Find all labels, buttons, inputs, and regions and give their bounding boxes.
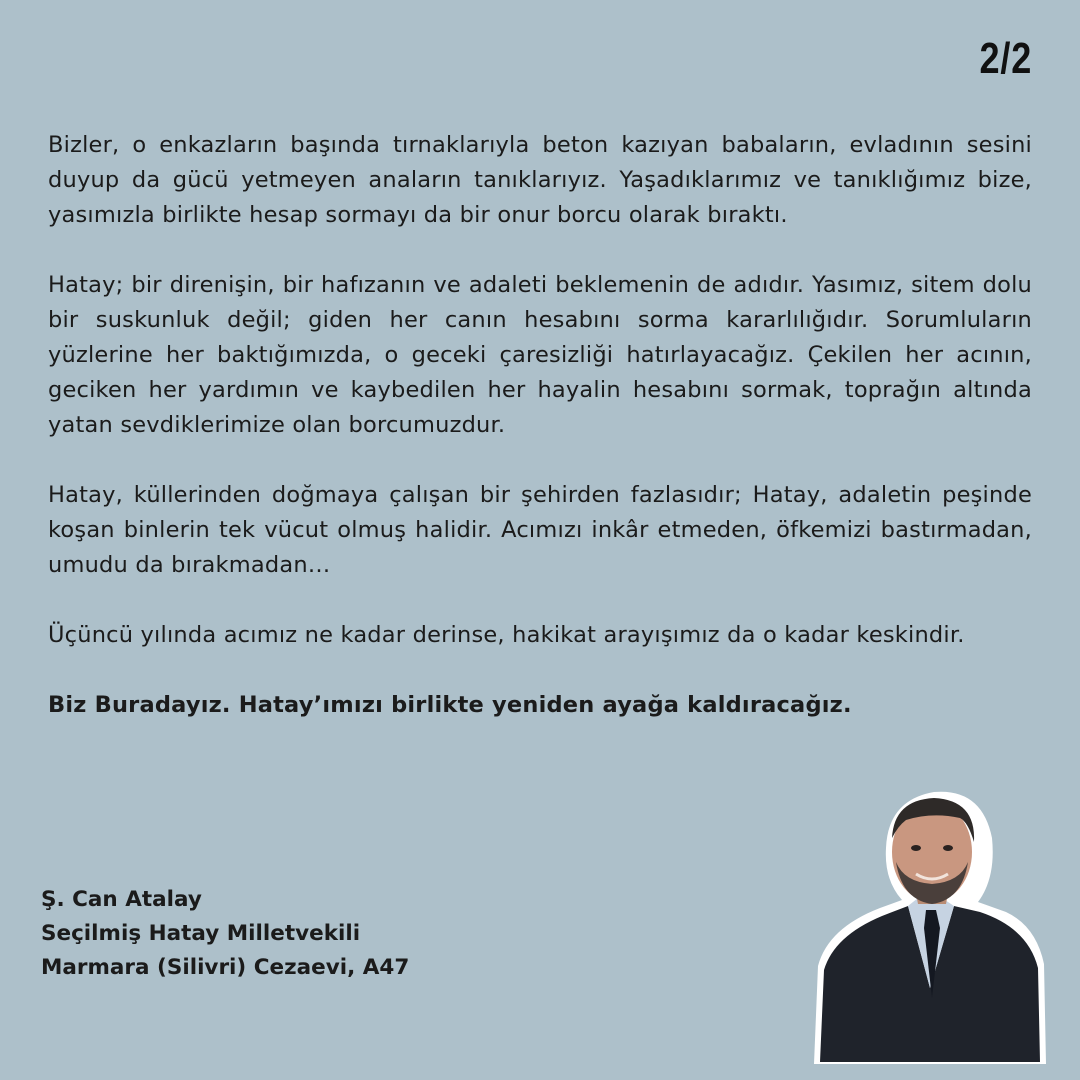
paragraph: Bizler, o enkazların başında tırnaklarıyla beton kazıyan babaların, evladının sesini duyup da gücü yetmeyen anaların tanıklarıyız. Yaşadıklarımız ve tanıklığımız bize, yasımızla birlikte hesap sormayı da bir onur borcu olarak bıraktı. xyxy=(48,132,1032,228)
statement-body xyxy=(48,128,1032,758)
paragraph: Hatay; bir direnişin, bir hafızanın ve adaleti beklemenin de adıdır. Yasımız, sitem dolu bir suskunluk değil; giden her canın hesabını sorma kararlılığıdır. Sorumluların yüzlerine her baktığımızda, o geceki çaresizliği hatırlayacağız. Çekilen her acının, geciken her yardımın ve kaybedilen her hayalin hesabını sormak, toprağın altında yatan sevdiklerimize olan borcumuzdur. xyxy=(48,272,1032,438)
signature-location: Marmara (Silivri) Cezaevi, A47 xyxy=(41,955,410,980)
signature-title: Seçilmiş Hatay Milletvekili xyxy=(41,921,361,946)
page-indicator: 2/2 xyxy=(979,34,1032,83)
paragraph: Hatay, küllerinden doğmaya çalışan bir şehirden fazlasıdır; Hatay, adaletin peşinde koşan binlerin tek vücut olmuş halidir. Acımızı inkâr etmeden, öfkemizi bastırmadan, umudu da bırakmadan… xyxy=(48,482,1032,578)
signature-name: Ş. Can Atalay xyxy=(41,887,202,912)
paragraph: Üçüncü yılında acımız ne kadar derinse, hakikat arayışımız da o kadar keskindir. xyxy=(48,622,965,648)
signature-block xyxy=(41,883,409,985)
closing-line: Biz Buradayız. Hatay’ımızı birlikte yeniden ayağa kaldıracağız. xyxy=(48,692,852,718)
portrait-photo xyxy=(810,778,1048,1066)
